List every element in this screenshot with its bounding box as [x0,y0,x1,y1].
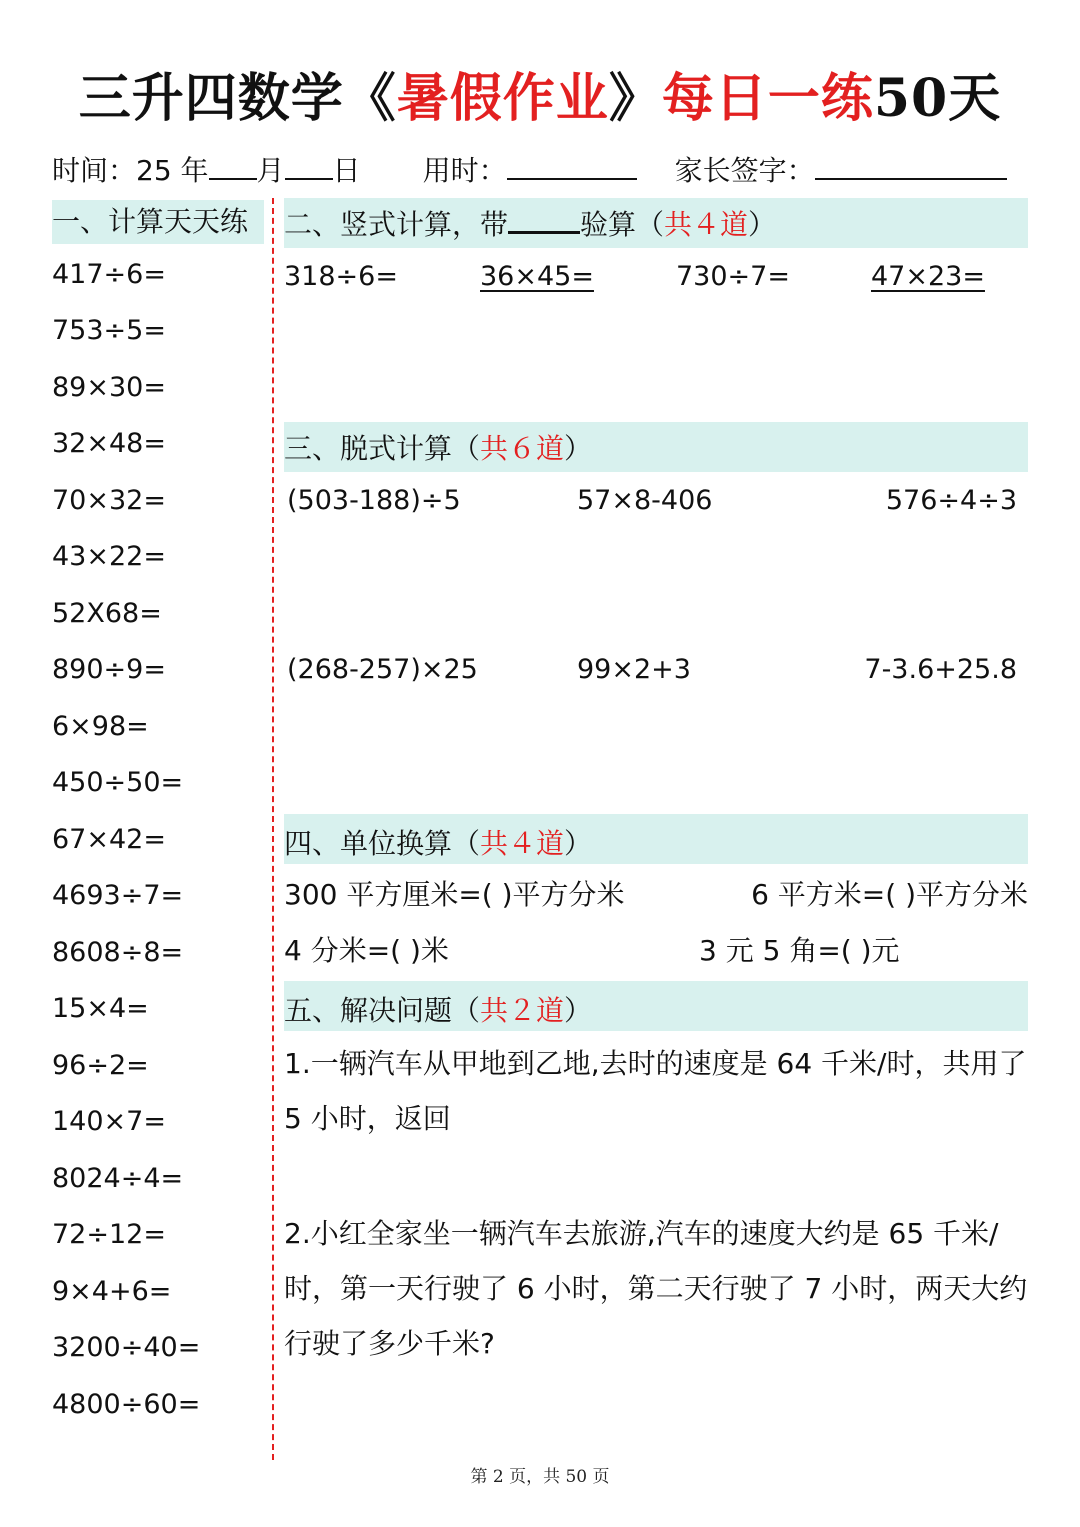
title-bracket: 》 [608,68,662,129]
section2-title-a: 二、竖式计算，带 [284,208,509,241]
section5-count: 共２道 [480,994,565,1027]
list-item: 8024÷4= [52,1163,184,1194]
title-highlight: 暑假作业 [396,68,609,129]
list-item: 32×48= [52,428,166,459]
month-label: 月 [256,154,285,187]
section4-title [284,824,592,864]
info-line [52,150,1027,190]
section1-title: 一、计算天天练 [52,205,249,238]
list-item: 8608÷8= [52,937,184,968]
list-item: 52X68= [52,598,162,629]
section2-count: 共４道 [664,208,749,241]
title-prefix: 三升四数学《 [78,68,397,129]
list-item: 43×22= [52,541,166,572]
section2-title-c: ） [748,208,777,241]
list-item: 96÷2= [52,1050,149,1081]
problem: 36×45= [480,261,594,292]
section3-title-c: ） [564,432,593,465]
section3-title-a: 三、脱式计算（ [284,432,481,465]
section4-title-c: ） [564,827,593,860]
conversion: 300 平方厘米=( )平方分米 [284,878,625,911]
list-item: 890÷9= [52,654,166,685]
title-days: 50天 [873,68,1002,129]
check-blank [508,207,580,234]
time-label: 时间：25 年 [52,154,209,187]
duration-label: 用时： [422,154,507,187]
title-daily: 每日一练 [661,68,874,129]
sign-label: 家长签字： [674,154,815,187]
list-item: 417÷6= [52,259,166,290]
section5-title-c: ） [564,994,593,1027]
list-item: 72÷12= [52,1219,166,1250]
problem: 7-3.6+25.8 [864,654,1017,685]
section4-count: 共４道 [480,827,565,860]
conversion: 3 元 5 角=( )元 [699,934,900,967]
list-item: 15×4= [52,993,149,1024]
list-item: 67×42= [52,824,166,855]
problem: 99×2+3 [577,654,691,685]
section5-title-a: 五、解决问题（ [284,994,481,1027]
problem: 318÷6= [284,261,398,292]
list-item: 140×7= [52,1106,166,1137]
month-blank[interactable] [209,150,257,180]
sign-blank[interactable] [815,150,1007,180]
list-item: 89×30= [52,372,166,403]
section3-title [284,429,592,469]
conversion: 6 平方米=( )平方分米 [751,878,1028,911]
problem: 57×8-406 [577,485,713,516]
word-problem-1: 1.一辆汽车从甲地到乙地,去时的速度是 64 千米/时，共用了 5 小时，返回 [284,1047,1027,1135]
section3-count: 共６道 [480,432,565,465]
list-item: 70×32= [52,485,166,516]
conversion: 4 分米=( )米 [284,934,449,967]
list-item: 450÷50= [52,767,184,798]
section5-title [284,991,592,1031]
section2-title-b: 验算（ [580,208,665,241]
list-item: 753÷5= [52,315,166,346]
duration-blank[interactable] [507,150,637,180]
problem: (503-188)÷5 [287,485,461,516]
list-item: 4693÷7= [52,880,184,911]
list-item: 6×98= [52,711,149,742]
problem: (268-257)×25 [287,654,478,685]
problem: 730÷7= [676,261,790,292]
page-footer: 第 2 页，共 50 页 [470,1467,610,1487]
problem: 576÷4÷3 [885,485,1017,516]
day-blank[interactable] [285,150,333,180]
list-item: 4800÷60= [52,1389,201,1420]
word-problem-2: 2.小红全家坐一辆汽车去旅游,汽车的速度大约是 65 千米/时，第一天行驶了 6 小时，第二天行驶了 7 小时，两天大约行驶了多少千米? [284,1217,1028,1360]
section2-title [284,205,776,245]
problem: 47×23= [871,261,985,292]
section4-title-a: 四、单位换算（ [284,827,481,860]
list-item: 9×4+6= [52,1276,172,1307]
column-divider [272,198,274,1460]
page-title [0,62,1080,136]
list-item: 3200÷40= [52,1332,201,1363]
day-label: 日 [332,154,361,187]
